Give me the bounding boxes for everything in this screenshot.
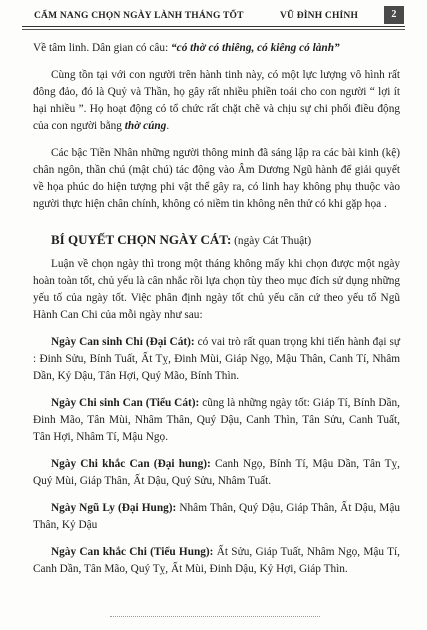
item-text: cũng là những ngày tốt: Giáp Tí, Bính Dần, Đinh Mão, Tân Mùi, Nhâm Thân, Quý Dậu, Canh Thìn, Tân Sửu, Canh Tuất, Tân Hợi, Nhâm Tí, Mậu Ngọ. [33, 397, 400, 443]
item-text: Nhâm Thân, Quý Dậu, Giáp Thân, Ất Dậu, Mậu Thân, Kỷ Dậu [33, 502, 400, 531]
item-text: có vai trò rất quan trọng khi tiến hành đại sự : Đinh Sửu, Bính Tuất, Ất Tỵ, Đinh Mùi, Giáp Ngọ, Mậu Thân, Canh Tí, Nhâm Dần, Kỷ Dậu, Tân Hợi, Quý Mão, Bính Thìn. [33, 336, 400, 382]
folk-saying: “có thờ có thiêng, có kiêng có lành” [171, 42, 340, 54]
item-label: Ngày Can sinh Chi (Đại Cát): [51, 336, 195, 348]
section-title: BÍ QUYẾT CHỌN NGÀY CÁT: [51, 232, 232, 247]
item-text: Ất Sửu, Giáp Tuất, Nhâm Ngọ, Mậu Tí, Canh Dần, Tân Mão, Quý Tỵ, Ất Mùi, Đinh Dậu, Kỷ Hợi, Giáp Thìn. [33, 546, 400, 575]
paragraph-end: . [166, 120, 170, 132]
book-title: CẨM NANG CHỌN NGÀY LÀNH THÁNG TỐT [34, 11, 244, 21]
list-item [33, 334, 400, 385]
list-item [33, 395, 400, 446]
item-label: Ngày Ngũ Ly (Đại Hung): [51, 502, 177, 514]
list-item [33, 456, 400, 490]
paragraph-ancestors: Các bậc Tiền Nhân những người thông minh đã sáng lập ra các bài kinh (kệ) chân ngôn, thần chú (mật chú) tác động vào Âm Dương Ngũ hành để giải quyết về họa phúc do hiện tượng phi vật thể gây ra, có linh hay không phụ thuộc vào người thực hiện chân chính, không có niềm tin không nên thử có khi gặp họa . [33, 147, 400, 210]
page-header [22, 6, 404, 26]
section-heading [33, 231, 400, 250]
item-label: Ngày Chi sinh Can (Tiểu Cát): [51, 397, 200, 409]
page-body [33, 40, 400, 588]
paragraph-text: Cùng tồn tại với con người trên hành tinh này, có một lực lượng vô hình rất đông đảo, đó là Quỷ và Thần, họ gây rất nhiều phiền toái cho con người “ lợi ít hại nhiều ”. Họ hoạt động có tổ chức rất chặt chẽ và chịu sự chi phối điều động của con người bằng [33, 69, 400, 132]
item-label: Ngày Can khắc Chi (Tiểu Hung): [51, 546, 214, 558]
item-text: Canh Ngọ, Bính Tí, Mậu Dần, Tân Tỵ, Quý Mùi, Giáp Thân, Ất Dậu, Quý Sửu, Nhâm Tuất. [33, 458, 400, 487]
item-label: Ngày Chi khắc Can (Đại hung): [51, 458, 211, 470]
emphasis-worship: thờ cúng [124, 120, 167, 132]
footer-divider [110, 616, 320, 617]
paragraph-spirits [33, 67, 400, 135]
header-rule-thin [22, 29, 405, 30]
paragraph-intro: Luận về chọn ngày thì trong một tháng không mấy khi chọn được một ngày hoàn toàn tốt, chủ yếu là cân nhắc rồi lựa chọn tùy theo mục đích sử dụng những yếu tố của ngày tốt. Việc phân định ngày tốt chủ yếu căn cứ theo yếu tố Ngũ Hành Can Chi của mỗi ngày như sau: [33, 258, 400, 321]
author-name: VŨ ĐÌNH CHỈNH [280, 11, 359, 21]
header-rule [22, 26, 405, 27]
paragraph-spiritual [33, 40, 400, 57]
list-item [33, 500, 400, 534]
page-number: 2 [384, 6, 404, 24]
section-subtitle: (ngày Cát Thuật) [231, 235, 312, 247]
paragraph-lead: Về tâm linh. Dân gian có câu: [33, 42, 172, 54]
list-item [33, 544, 400, 578]
